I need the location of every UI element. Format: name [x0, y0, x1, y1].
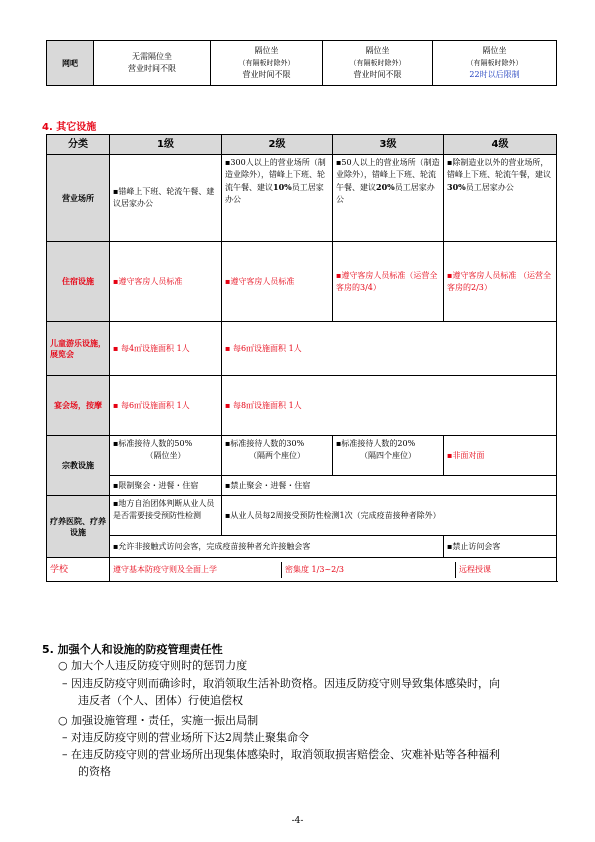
cell-level1	[110, 436, 222, 476]
section-4-title: 4. 其它设施	[42, 122, 97, 133]
cell-bold: 30%	[447, 182, 466, 192]
row-label: 疗养医院、疗养设施	[47, 496, 110, 558]
cell-level3: 密集度 1/3~2/3	[282, 562, 456, 578]
bullet-2-detail-2: – 在违反防疫守则的营业场所出现集体感染时，取消领取损害赔偿金、灾难补贴等各种福利	[62, 748, 500, 761]
cell-level4	[444, 155, 557, 242]
row-label: 宴会场，按摩	[47, 376, 110, 436]
row-label: 营业场所	[47, 155, 110, 242]
cell-text: ▪50人以上的营业场所（制造业除外），错峰上下班、轮流午餐、建议	[336, 158, 440, 192]
lodging-row	[47, 242, 557, 322]
cell-text: 隔位坐	[365, 46, 390, 55]
cell-level2-4: ▪从业人员每2周接受预防性检测1次（完成疫苗接种者除外）	[222, 496, 557, 536]
cell-level4: 远程授课	[459, 564, 491, 574]
school-subtable	[110, 562, 556, 578]
cell-note: （有隔板时除外）	[238, 59, 295, 67]
cell-level1: ▪ 每4㎡设施面积 1人	[110, 322, 222, 376]
cell-note: （有隔板时除外）	[466, 59, 523, 67]
religion-row-2	[47, 476, 557, 496]
cell-level3	[323, 41, 433, 86]
cell-level3: ▪遵守客房人员标准（运营全客房的3/4）	[333, 242, 444, 322]
cell-text: 营业时间不限	[353, 70, 402, 79]
bullet-1: ○ 加大个人违反防疫守则时的惩罚力度	[58, 659, 248, 672]
cell-level2-4: ▪禁止聚会・进餐・住宿	[222, 476, 557, 496]
cell-text: ▪错峰上下班、轮流午餐、建议居家办公	[113, 187, 215, 208]
row-label: 儿童游乐设施，展览会	[47, 322, 110, 376]
bullet-1-detail-1-cont: 违反者（个人、团体）行使追偿权	[78, 694, 243, 707]
cell-text: （隔四个座位）	[360, 451, 416, 460]
header-level1: 1级	[110, 135, 222, 155]
cell-level2: ▪遵守客房人员标准	[222, 242, 333, 322]
cell-bold: 10%	[273, 182, 292, 192]
cell-level2-4: ▪ 每8㎡设施面积 1人	[222, 376, 557, 436]
top-table	[46, 40, 557, 86]
cell-text: ▪标准接待人数的50%	[113, 439, 193, 448]
cell-bold: 20%	[376, 182, 395, 192]
bullet-2-detail-2-cont: 的资格	[78, 765, 111, 778]
row-label: 宗教设施	[47, 436, 110, 496]
header-category: 分类	[47, 135, 110, 155]
cell-level4: ▪遵守客房人员标准 （运营全客房的2/3）	[444, 242, 557, 322]
care-row	[47, 496, 557, 536]
cell-level3	[333, 155, 444, 242]
cell-level1-3: ▪允许非接触式访问会客，完成疫苗接种者允许接触会客	[110, 536, 444, 558]
cell-text: 营业时间不限	[128, 64, 176, 73]
cell-text: ▪标准接待人数的30%	[225, 439, 305, 448]
header-level3: 3级	[333, 135, 444, 155]
cell-level1: ▪遵守客房人员标准	[110, 242, 222, 322]
care-row-2	[47, 536, 557, 558]
cell-text: 隔位坐	[482, 46, 507, 55]
cell-level1	[110, 155, 222, 242]
cell-text: 员工居家办公	[225, 183, 324, 204]
row-label: 网吧	[47, 41, 94, 86]
business-row	[47, 155, 557, 242]
cell-text: 22时以后限制	[469, 70, 520, 79]
page-number: -4-	[291, 816, 304, 826]
header-row	[47, 135, 557, 155]
header-level2: 2级	[222, 135, 333, 155]
internet-cafe-row	[47, 41, 557, 86]
school-cells	[110, 558, 557, 582]
cell-level1: ▪限制聚会・进餐・住宿	[110, 476, 222, 496]
cell-level2	[222, 155, 333, 242]
cell-text: ▪300人以上的营业场所（制造业除外），错峰上下班、轮流午餐、建议	[225, 158, 326, 192]
cell-level1: ▪地方自治团体判断从业人员是否需要接受预防性检测	[110, 496, 222, 536]
cell-text: 无需隔位坐	[132, 52, 172, 61]
bullet-2-detail-1: – 对违反防疫守则的营业场所下达2周禁止聚集命令	[62, 731, 309, 744]
cell-level3	[333, 436, 444, 476]
cell-level4: ▪非面对面	[444, 436, 557, 476]
cell-level1: ▪ 每6㎡设施面积 1人	[110, 376, 222, 436]
cell-note: （有隔板时除外）	[349, 59, 406, 67]
kids-row	[47, 322, 557, 376]
row-label: 住宿设施	[47, 242, 110, 322]
cell-text: 隔位坐	[254, 46, 279, 55]
header-level4: 4级	[444, 135, 557, 155]
cell-text: （隔位坐）	[145, 451, 186, 460]
bullet-2: ○ 加强设施管理・责任，实施一振出局制	[58, 714, 259, 727]
cell-level2	[211, 41, 323, 86]
facilities-table	[46, 134, 557, 582]
cell-text: ▪标准接待人数的20%	[336, 439, 416, 448]
cell-level1-2: 遵守基本防疫守则及全面上学	[110, 562, 282, 578]
religion-row	[47, 436, 557, 476]
school-row	[47, 558, 557, 582]
row-label: 学校	[47, 558, 110, 582]
cell-level2-4: ▪ 每6㎡设施面积 1人	[222, 322, 557, 376]
cell-text: 员工居家办公	[465, 183, 514, 192]
cell-text: 营业时间不限	[242, 70, 291, 79]
cell-text: （隔两个座位）	[249, 451, 305, 460]
section-5-title: 5. 加强个人和设施的防疫管理责任性	[42, 643, 223, 656]
cell-level4: ▪禁止访问会客	[444, 536, 557, 558]
cell-level4	[433, 41, 557, 86]
banquet-row	[47, 376, 557, 436]
bullet-1-detail-1: – 因违反防疫守则而确诊时，取消领取生活补助资格。因违反防疫守则导致集体感染时，向	[62, 677, 500, 690]
cell-level2	[222, 436, 333, 476]
cell-level1	[94, 41, 211, 86]
cell-text: ▪除制造业以外的营业场所，错峰上下班、轮流午餐，建议	[447, 158, 551, 179]
cell-text: 员工居家办公	[336, 183, 435, 204]
